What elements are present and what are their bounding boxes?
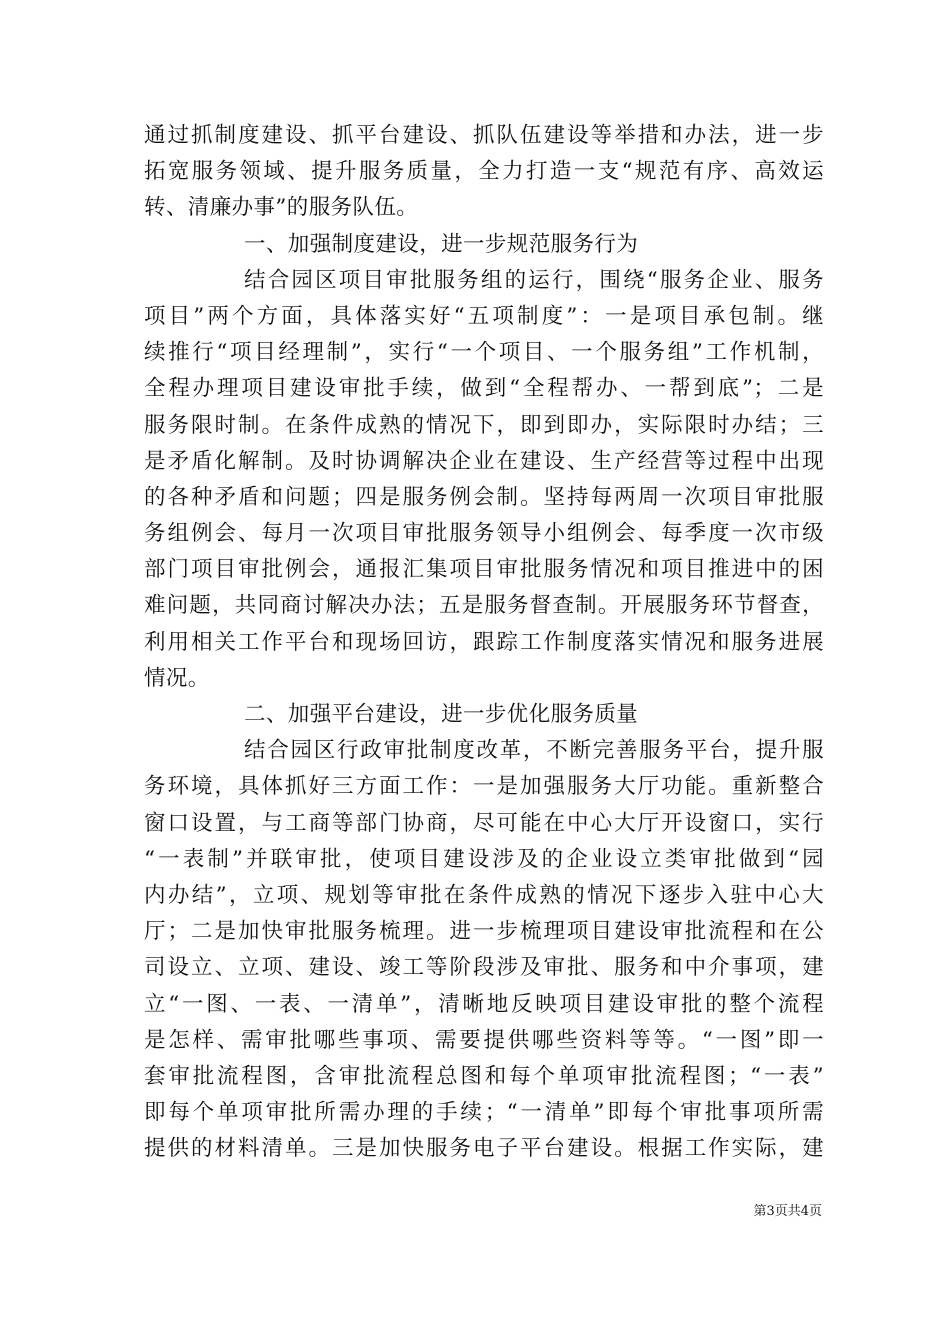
text-line: 务组例会、每月一次项目审批服务领导小组例会、每季度一次市级 [144,521,824,547]
text-line: 服务限时制。在条件成熟的情况下，即到即办，实际限时办结；三 [144,412,824,438]
text-line: 转、清廉办事”的服务队伍。 [144,195,419,221]
text-line: 窗口设置，与工商等部门协商，尽可能在中心大厅开设窗口，实行 [144,810,824,836]
text-line: 厅；二是加快审批服务梳理。进一步梳理项目建设审批流程和在公 [144,919,824,945]
text-line: 套审批流程图，含审批流程总图和每个单项审批流程图；“一表” [144,1063,824,1089]
text-line: 部门项目审批例会，通报汇集项目审批服务情况和项目推进中的困 [144,557,824,583]
text-line: 续推行“项目经理制”，实行“一个项目、一个服务组”工作机制， [144,340,824,366]
text-line: 利用相关工作平台和现场回访，跟踪工作制度落实情况和服务进展 [144,629,824,655]
text-line: “一表制”并联审批，使项目建设涉及的企业设立类审批做到“园 [144,846,824,872]
text-line: 是矛盾化解制。及时协调解决企业在建设、生产经营等过程中出现 [144,448,824,474]
text-line: 务环境，具体抓好三方面工作：一是加强服务大厅功能。重新整合 [144,774,824,800]
text-line: 拓宽服务领域、提升服务质量，全力打造一支“规范有序、高效运 [144,159,824,185]
text-line: 结合园区项目审批服务组的运行，围绕“服务企业、服务 [244,267,824,293]
text-line: 司设立、立项、建设、竣工等阶段涉及审批、服务和中介事项，建 [144,955,824,981]
text-line: 即每个单项审批所需办理的手续；“一清单”即每个审批事项所需 [144,1100,824,1126]
page-number-footer: 第3页共4页 [753,1204,822,1219]
section-heading: 一、加强制度建设，进一步规范服务行为 [244,231,639,257]
text-line: 结合园区行政审批制度改革，不断完善服务平台，提升服 [244,738,824,764]
text-line: 是怎样、需审批哪些事项、需要提供哪些资料等等。“一图”即一 [144,1027,824,1053]
text-line: 的各种矛盾和问题；四是服务例会制。坚持每两周一次项目审批服 [144,484,824,510]
text-line: 通过抓制度建设、抓平台建设、抓队伍建设等举措和办法，进一步 [144,123,824,148]
text-line: 提供的材料清单。三是加快服务电子平台建设。根据工作实际，建 [144,1136,824,1162]
text-line: 立“一图、一表、一清单”，清晰地反映项目建设审批的整个流程 [144,991,824,1017]
text-line: 内办结”，立项、规划等审批在条件成熟的情况下逐步入驻中心大 [144,882,824,908]
document-body [144,118,824,1167]
text-line: 情况。 [144,665,210,691]
text-line: 全程办理项目建设审批手续，做到“全程帮办、一帮到底”；二是 [144,376,824,402]
text-line: 难问题，共同商讨解决办法；五是服务督查制。开展服务环节督查， [144,593,824,619]
text-line: 项目”两个方面，具体落实好“五项制度”：一是项目承包制。继 [144,303,824,329]
section-heading: 二、加强平台建设，进一步优化服务质量 [244,702,639,727]
